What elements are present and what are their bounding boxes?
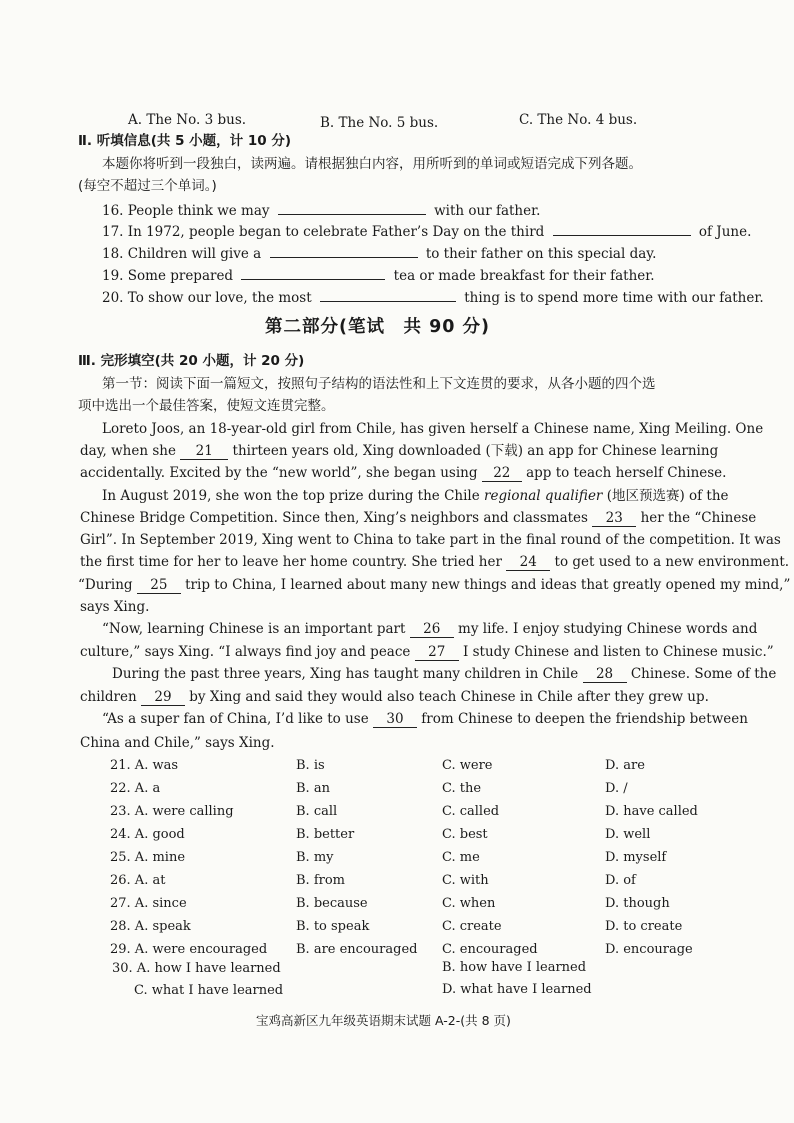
option-28-b[interactable]: B. to speak [296, 919, 370, 934]
option-21-c[interactable]: C. were [442, 758, 493, 773]
option-23-d[interactable]: D. have called [605, 804, 698, 819]
passage-line: Chinese Bridge Competition. Since then, Xing’s neighbors and classmates 23 her the “Chinese [80, 510, 757, 526]
option-27-a[interactable]: 27. A. since [110, 896, 187, 911]
section-2-heading: Ⅱ. 听填信息(共 5 小题，计 10 分) [78, 133, 292, 149]
option-24-c[interactable]: C. best [442, 827, 488, 842]
passage-line: “During 25 trip to China, I learned about many new things and ideas that greatly opened my mind,” [78, 577, 791, 593]
question-19: 19. Some prepared tea or made breakfast for their father. [102, 264, 655, 285]
option-21-d[interactable]: D. are [605, 758, 645, 773]
option-28-a[interactable]: 28. A. speak [110, 919, 191, 934]
option-27-d[interactable]: D. though [605, 896, 670, 911]
cloze-blank-29[interactable]: 29 [141, 690, 185, 706]
option-24-b[interactable]: B. better [296, 827, 355, 842]
page-footer: 宝鸡高新区九年级英语期末试题 A-2-(共 8 页) [256, 1013, 511, 1028]
option-22-a[interactable]: 22. A. a [110, 781, 161, 796]
option-30-b[interactable]: B. how have I learned [442, 960, 587, 975]
cloze-blank-22[interactable]: 22 [482, 466, 522, 482]
section-2-instruction: 本题你将听到一段独白，读两遍。请根据独白内容，用所听到的单词或短语完成下列各题。 [102, 156, 642, 172]
option-28-c[interactable]: C. create [442, 919, 502, 934]
option-24-a[interactable]: 24. A. good [110, 827, 185, 842]
answer-blank-18[interactable] [270, 242, 418, 258]
cloze-blank-30[interactable]: 30 [373, 712, 417, 728]
section-3-instruction: 第一节：阅读下面一篇短文，按照句子结构的语法性和上下文连贯的要求，从各小题的四个选 [102, 376, 656, 392]
option-28-d[interactable]: D. to create [605, 919, 683, 934]
passage-line: During the past three years, Xing has taught many children in Chile 28 Chinese. Some of the [112, 666, 777, 682]
option-24-d[interactable]: D. well [605, 827, 651, 842]
answer-blank-17[interactable] [553, 220, 691, 236]
option-29-b[interactable]: B. are encouraged [296, 942, 418, 957]
cloze-blank-27[interactable]: 27 [415, 645, 459, 661]
question-18: 18. Children will give a to their father on this special day. [102, 242, 656, 263]
question-20: 20. To show our love, the most thing is to spend more time with our father. [102, 286, 764, 307]
passage-line: day, when she 21 thirteen years old, Xing downloaded (下载) an app for Chinese learning [80, 443, 719, 459]
option-25-d[interactable]: D. myself [605, 850, 667, 865]
passage-line: In August 2019, she won the top prize during the Chile regional qualifier (地区预选赛) of the [102, 488, 729, 504]
cloze-blank-24[interactable]: 24 [506, 555, 550, 571]
option-22-b[interactable]: B. an [296, 781, 330, 796]
question-17: 17. In 1972, people began to celebrate Father’s Day on the third of June. [102, 220, 751, 241]
cloze-blank-21[interactable]: 21 [180, 444, 228, 460]
option-26-d[interactable]: D. of [605, 873, 636, 888]
section-2-instruction-note: (每空不超过三个单词。) [78, 178, 217, 194]
option-25-c[interactable]: C. me [442, 850, 480, 865]
option-29-d[interactable]: D. encourage [605, 942, 693, 957]
option-21-a[interactable]: 21. A. was [110, 758, 179, 773]
option-27-c[interactable]: C. when [442, 896, 496, 911]
option-26-b[interactable]: B. from [296, 873, 345, 888]
option-23-c[interactable]: C. called [442, 804, 500, 819]
option-29-c[interactable]: C. encouraged [442, 942, 538, 957]
cloze-blank-23[interactable]: 23 [592, 511, 636, 527]
passage-line: Girl”. In September 2019, Xing went to China to take part in the final round of the competition. It was [80, 532, 781, 548]
part-2-title: 第二部分(笔试 共 90 分) [265, 317, 491, 337]
passage-line: children 29 by Xing and said they would also teach Chinese in Chile after they grew up. [80, 689, 709, 705]
section-3-heading: Ⅲ. 完形填空(共 20 小题，计 20 分) [78, 353, 305, 369]
passage-line: Loreto Joos, an 18-year-old girl from Chile, has given herself a Chinese name, Xing Meiling. One [102, 421, 764, 437]
passage-line: China and Chile,” says Xing. [80, 735, 275, 751]
passage-line: “Now, learning Chinese is an important part 26 my life. I enjoy studying Chinese words and [102, 621, 758, 637]
question-16: 16. People think we may with our father. [102, 199, 540, 220]
option-25-a[interactable]: 25. A. mine [110, 850, 186, 865]
option-22-d[interactable]: D. / [605, 781, 628, 796]
answer-blank-19[interactable] [241, 264, 385, 280]
cloze-blank-25[interactable]: 25 [137, 578, 181, 594]
option-22-c[interactable]: C. the [442, 781, 482, 796]
cloze-blank-26[interactable]: 26 [410, 622, 454, 638]
passage-line: culture,” says Xing. “I always find joy and peace 27 I study Chinese and listen to Chinese music.” [80, 644, 774, 660]
option-27-b[interactable]: B. because [296, 896, 368, 911]
passage-line: accidentally. Excited by the “new world”, she began using 22 app to teach herself Chinese. [80, 465, 727, 481]
option-25-b[interactable]: B. my [296, 850, 334, 865]
option-15-b: B. The No. 5 bus. [320, 115, 439, 131]
passage-line: the first time for her to leave her home country. She tried her 24 to get used to a new environment. [80, 554, 790, 570]
answer-blank-20[interactable] [320, 286, 456, 302]
option-26-c[interactable]: C. with [442, 873, 489, 888]
option-29-a[interactable]: 29. A. were encouraged [110, 942, 268, 957]
option-26-a[interactable]: 26. A. at [110, 873, 166, 888]
answer-blank-16[interactable] [278, 199, 426, 215]
passage-line: “As a super fan of China, I’d like to use 30 from Chinese to deepen the friendship between [102, 711, 748, 727]
option-15-a: A. The No. 3 bus. [128, 112, 247, 128]
option-30-a[interactable]: 30. A. how I have learned [112, 961, 281, 976]
option-23-b[interactable]: B. call [296, 804, 338, 819]
option-30-c[interactable]: C. what I have learned [134, 983, 284, 998]
option-23-a[interactable]: 23. A. were calling [110, 804, 234, 819]
option-15-c: C. The No. 4 bus. [519, 112, 638, 128]
section-3-instruction-cont: 项中选出一个最佳答案，使短文连贯完整。 [78, 398, 335, 414]
option-30-d[interactable]: D. what have I learned [442, 982, 592, 997]
option-21-b[interactable]: B. is [296, 758, 325, 773]
passage-line: says Xing. [80, 599, 150, 615]
cloze-blank-28[interactable]: 28 [583, 667, 627, 683]
